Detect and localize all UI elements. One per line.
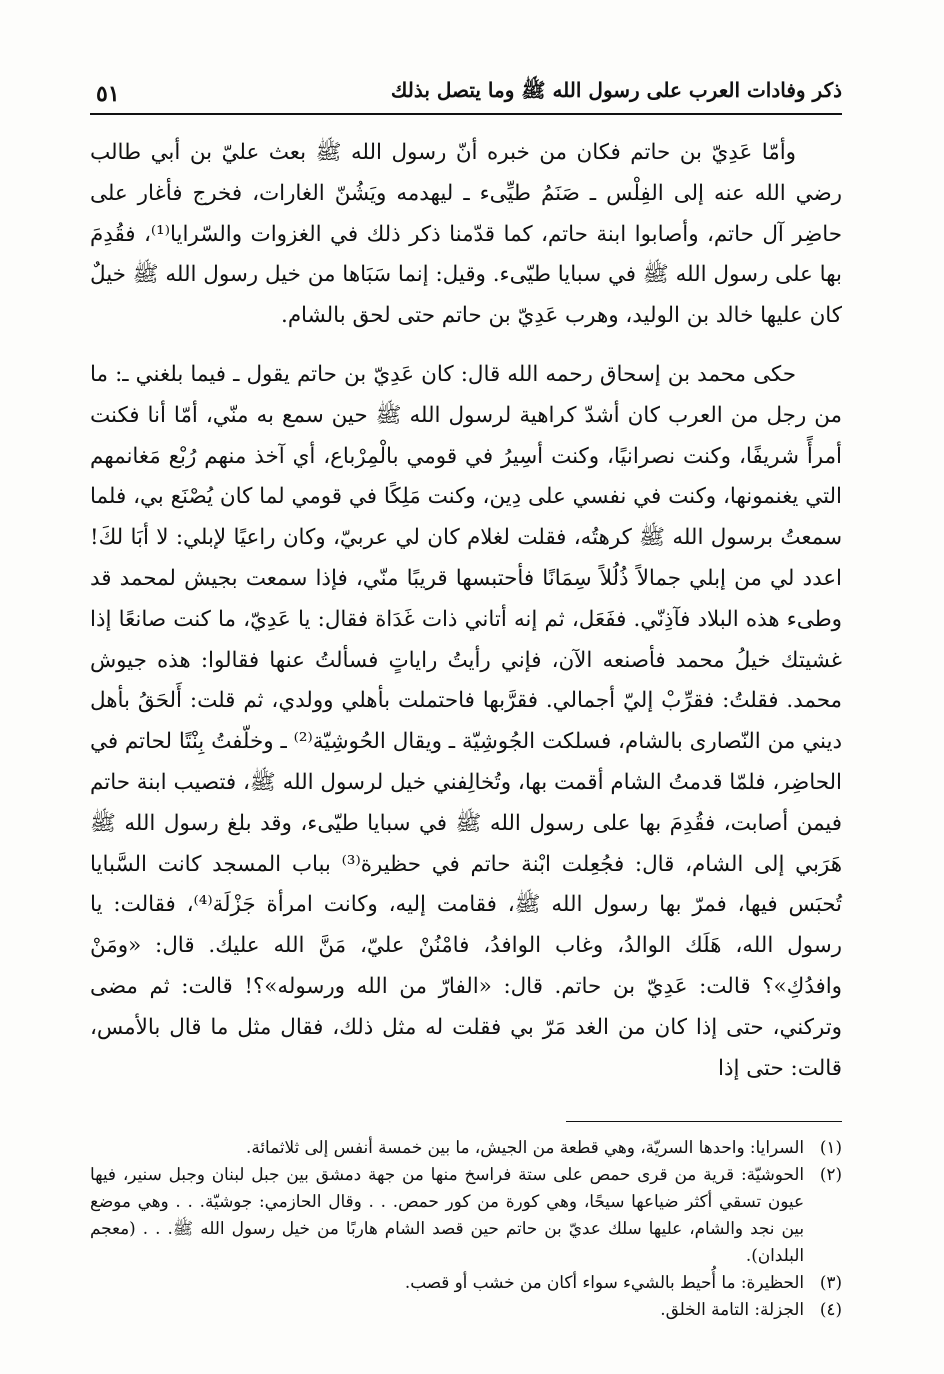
footnote-mark: (١) [819,1137,842,1158]
footnote-text: الجزلة: التامة الخلق. [660,1299,804,1320]
footnote-mark: (٤) [819,1299,842,1320]
page-number: ٥١ [96,81,120,107]
paragraph-adi-intro: وأمّا عَدِيّ بن حاتم فكان من خبره أنّ رسول الله ﷺ بعث عليّ بن أبي طالب رضي الله عنه إلى الفِلْس ـ صَنَمُ طيِّىء ـ ليهدمه ويَشُنّ الغارات، فخرج فأغار على حاضِر آل حاتم، وأصابوا ابنة حاتم، كما قدّمنا ذكر ذلك في الغزوات والسّرايا⁽¹⁾، فقُدِمَ بها على رسول الله ﷺ في سبايا طيّىء. وقيل: إنما سَبَاها من خيل رسول الله ﷺ خيلٌ كان عليها خالد بن الوليد، وهرب عَدِيّ بن حاتم حتى لحق بالشام. [90,140,842,329]
footnotes [90,1134,842,1323]
running-title: ذكر وفادات العرب على رسول الله ﷺ وما يتصل بذلك [390,78,842,102]
footnote-mark: (٣) [819,1272,842,1293]
page-header [90,78,842,115]
footnote-2 [90,1161,842,1269]
footnote-text: الحظيرة: ما أُحيط بالشيء سواء أكان من خشب أو قصب. [404,1272,804,1293]
footnote-text: السرايا: واحدها السريّة، وهي قطعة من الجيش، ما بين خمسة أنفس إلى ثلاثمائة. [246,1137,804,1158]
footnote-divider [566,1121,842,1122]
footnote-text: الحوشيّة: قرية من قرى حمص على ستة فراسخ منها من جهة دمشق بين جبل لبنان وجبل سنير، فيها عيون تسقي أكثر ضياعها سيحًا، وهي كورة من كور حمص. . . وقال الحازمي: جوشيّة. . . وهي موضع بين نجد والشام، عليها سلك عديّ بن حاتم حين قصد الشام هاربًا من خيل رسول الله ﷺ. . . (معجم البلدان). [90,1164,804,1266]
main-text [90,133,842,1089]
footnote-mark: (٢) [819,1164,842,1185]
paragraph-ibn-ishaq-narration: حكى محمد بن إسحاق رحمه الله قال: كان عَدِيّ بن حاتم يقول ـ فيما بلغني ـ: ما من رجل من العرب كان أشدّ كراهية لرسول الله ﷺ حين سمع به منّي، أمّا أنا فكنت أمرأً شريفًا، وكنت نصرانيًا، وكنت أسِيرُ في قومي بالْمِرْباع، أي آخذ منهم رُبْع مَغانمهم التي يغنمونها، وكنت في نفسي على دِين، وكنت مَلِكًا في قومي لما كان يُصْنَع بي، فلما سمعتُ برسول الله ﷺ كرهتُه، فقلت لغلام كان لي عربيّ، وكان راعيًا لإبلي: لا أبَا لكَ! اعدد لي من إبلي جمالاً ذُلُلاً سِمَانًا فأحتبسها قريبًا منّي، فإذا سمعت بجيش لمحمد قد وطىء هذه البلاد فآذِنّي. ففَعَل، ثم إنه أتاني ذات غَدَاة فقال: يا عَدِيّ، ما كنت صانعًا إذا غشيتك خيلُ محمد فأصنعه الآن، فإني رأيتُ راياتٍ فسألتُ عنها فقالوا: هذه جيوش محمد. فقلتُ: فقرِّبْ إليّ أجمالي. فقرَّبها فاحتملت بأهلي وولدي، ثم قلت: أَلحَقُ بأهل ديني من النّصارى بالشام، فسلكت الجُوشِيّة ـ ويقال الحُوشِيّة⁽²⁾ ـ وخلّفتُ بِنْتًا لحاتم في الحاضِر، فلمّا قدمتُ الشام أقمت بها، وتُخالِفني خيل لرسول الله ﷺ، فتصيب ابنة حاتم فيمن أصابت، فقُدِمَ بها على رسول الله ﷺ في سبايا طيّىء، وقد بلغ رسول الله ﷺ هَرَبي إلى الشام، قال: فجُعِلت ابْنة حاتم في حظيرة⁽³⁾ بباب المسجد كانت السَّبايا تُحبَس فيها، فمرّ بها رسول الله ﷺ، فقامت إليه، وكانت امرأة جَزْلَة⁽⁴⁾، فقالت: يا رسول الله، هَلَك الوالدُ، وغاب الوافدُ، فامْنُنْ عليّ، مَنَّ الله عليك. قال: «ومَنْ وافدُكِ»؟ قالت: عَدِيّ بن حاتم. قال: «الفارّ من الله ورسوله»؟! قالت: ثم مضى وتركني، حتى إذا كان من الغد مَرّ بي فقلت له مثل ذلك، فقال مثل ما قال بالأمس، قالت: حتى إذا [90,361,842,1081]
book-page [90,78,842,1323]
footnote-4 [90,1296,842,1323]
footnote-1 [90,1134,842,1161]
footnote-3 [90,1269,842,1296]
